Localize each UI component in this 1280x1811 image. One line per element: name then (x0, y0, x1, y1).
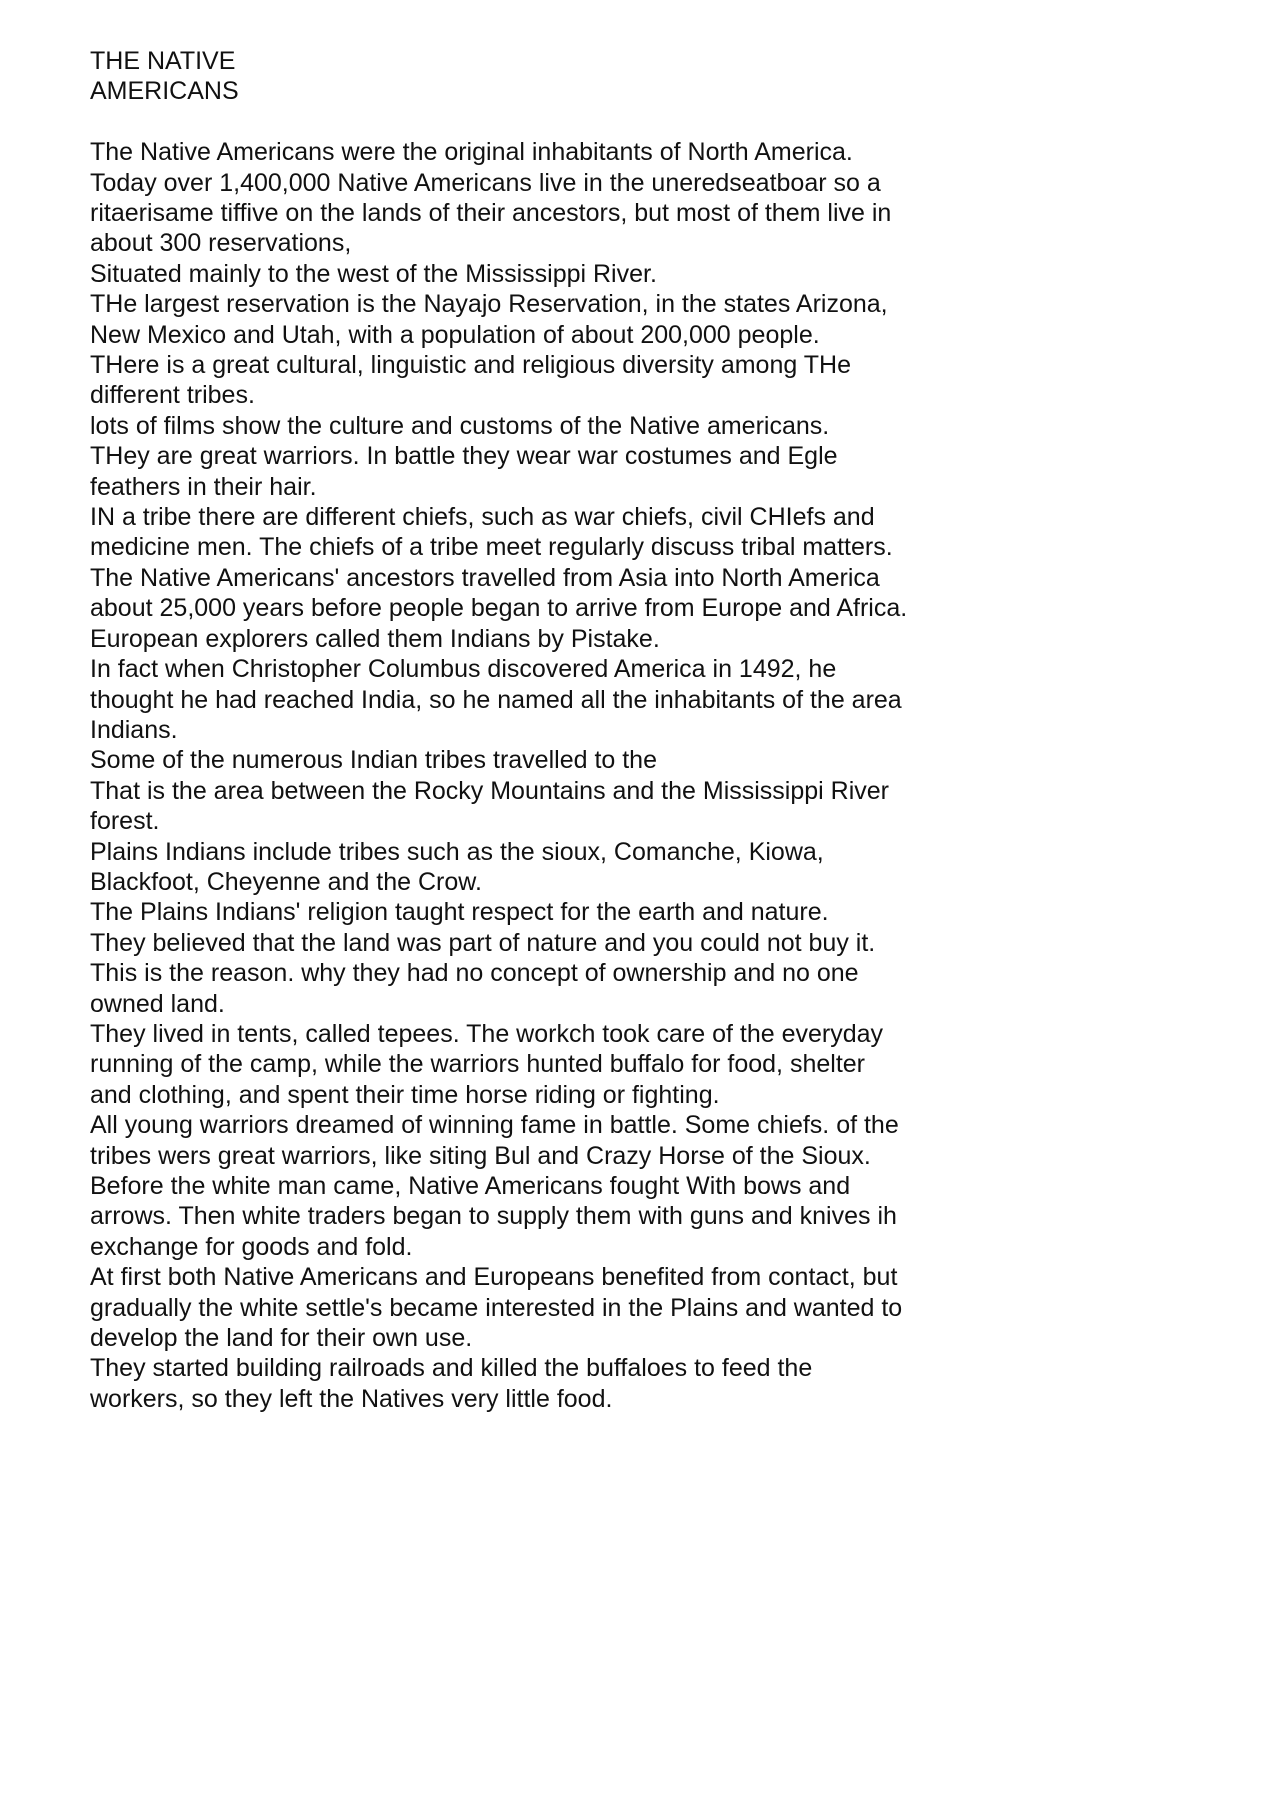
paragraph: That is the area between the Rocky Mountains and the Mississippi River forest. (90, 776, 889, 836)
paragraph: Plains Indians include tribes such as the sioux, Comanche, Kiowa, Blackfoot, Cheyenne and the Crow. (90, 837, 824, 896)
paragraph: lots of films show the culture and customs of the Native americans. (90, 411, 830, 440)
paragraph: At first both Native Americans and Europeans benefited from contact, but gradually the white settle's became interested in the Plains and wanted to develop the land for their own use. (90, 1263, 903, 1353)
paragraph: Situated mainly to the west of the Mississippi River. (90, 259, 657, 288)
paragraph: Before the white man came, Native Americans fought With bows and arrows. Then white traders began to supply them with guns and knives ih exchange for goods and fold. (90, 1172, 897, 1261)
document-body (90, 137, 910, 1414)
paragraph: The Plains Indians' religion taught respect for the earth and nature. (90, 898, 829, 927)
paragraph: Today over 1,400,000 Native Americans live in the uneredseatboar so a ritaerisame tiffive on the lands of their ancestors, but most of them live in about 300 reservations, (90, 168, 892, 258)
document-page (90, 46, 910, 1414)
paragraph: The Native Americans were the original inhabitants of North America. (90, 138, 853, 167)
paragraph: The Native Americans' ancestors travelled from Asia into North America about 25,000 years before people began to arrive from Europe and Africa. (90, 563, 908, 623)
title-line: THE NATIVE (90, 47, 236, 75)
paragraph: IN a tribe there are different chiefs, such as war chiefs, civil CHIefs and medicine men. The chiefs of a tribe meet regularly discuss tribal matters. (90, 503, 893, 562)
paragraph: THere is a great cultural, linguistic and religious diversity among THe different tribes. (90, 351, 851, 410)
paragraph: They lived in tents, called tepees. The workch took care of the everyday running of the camp, while the warriors hunted buffalo for food, shelter and clothing, and spent their time horse riding or fighting. (90, 1019, 884, 1109)
paragraph: THey are great warriors. In battle they wear war costumes and Egle feathers in their hair. (90, 442, 838, 501)
paragraph: THe largest reservation is the Nayajo Reservation, in the states Arizona, New Mexico and Utah, with a population of about 200,000 people. (90, 290, 888, 349)
title-line: AMERICANS (90, 77, 239, 106)
paragraph: All young warriors dreamed of winning fame in battle. Some chiefs. of the tribes wers great warriors, like siting Bul and Crazy Horse of the Sioux. (90, 1111, 899, 1170)
paragraph: In fact when Christopher Columbus discovered America in 1492, he thought he had reached India, so he named all the inhabitants of the area Indians. (90, 655, 902, 744)
paragraph: Some of the numerous Indian tribes travelled to the (90, 746, 657, 775)
paragraph: They believed that the land was part of nature and you could not buy it. This is the reason. why they had no concept of ownership and no one owned land. (90, 928, 876, 1018)
paragraph: They started building railroads and killed the buffaloes to feed the workers, so they left the Natives very little food. (90, 1354, 813, 1413)
page-title (90, 46, 910, 107)
paragraph: European explorers called them Indians by Pistake. (90, 624, 660, 653)
